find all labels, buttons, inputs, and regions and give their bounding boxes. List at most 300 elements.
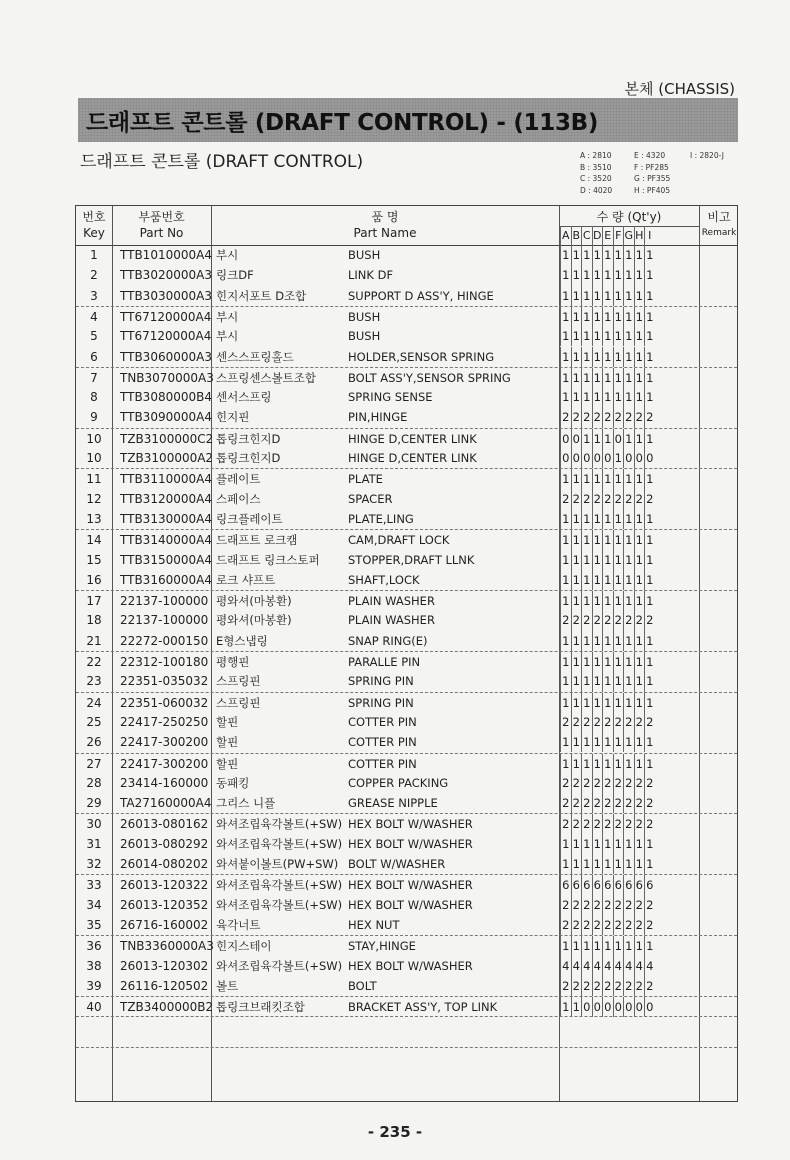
qty-cell: 1 [644,550,655,570]
key-cell: 32 [86,857,102,871]
qty-col-header: E [602,226,613,245]
english-name-cell: BUSH [348,329,381,344]
qty-col-header: D [592,226,603,245]
qty-cell: 1 [623,652,634,672]
english-name-cell: HEX BOLT W/WASHER [348,817,473,832]
table-row [76,753,737,774]
qty-cell: 2 [581,793,592,813]
qty-cell: 1 [560,509,571,529]
qty-cell: 1 [560,997,571,1017]
qty-cell: 0 [623,448,634,468]
part-number-cell: 26013-120322 [120,878,209,893]
qty-cell: 2 [602,793,613,813]
qty-cell: 1 [644,326,655,346]
qty-cell: 1 [592,307,603,327]
qty-cell: 1 [581,509,592,529]
qty-cell: 1 [592,631,603,651]
qty-cells [560,793,655,813]
part-number-cell: TT67120000A4 [120,329,212,344]
qty-cell: 2 [560,489,571,509]
qty-cell: 2 [571,773,582,793]
parts-table [75,205,738,1102]
qty-cell: 2 [592,976,603,996]
qty-cell: 1 [623,671,634,691]
qty-cell: 1 [602,469,613,489]
qty-cell: 0 [560,448,571,468]
qty-cell: 1 [623,631,634,651]
qty-cell: 4 [623,956,634,976]
english-name-cell: PIN,HINGE [348,410,408,425]
legend-col-1 [580,150,640,196]
qty-cells [560,754,655,774]
qty-cell: 1 [602,754,613,774]
qty-cell: 4 [602,956,613,976]
qty-cell: 1 [581,631,592,651]
part-number-cell: TTB3060000A3 [120,349,212,364]
table-row [76,773,737,793]
qty-cells [560,895,655,915]
korean-name-cell: 센서스프링 [216,390,272,405]
qty-cell: 1 [623,429,634,449]
qty-cell: 2 [581,895,592,915]
qty-cell: 1 [644,368,655,388]
qty-cell: 0 [644,997,655,1017]
qty-cell: 2 [613,814,624,834]
qty-cell: 4 [592,956,603,976]
qty-cells [560,570,655,590]
qty-cell: 1 [634,754,645,774]
key-cell: 26 [86,735,102,750]
qty-cell: 1 [560,631,571,651]
qty-cells [560,773,655,793]
english-name-cell: BRACKET ASS'Y, TOP LINK [348,1000,498,1015]
qty-cell: 1 [634,368,645,388]
qty-cell: 2 [623,712,634,732]
qty-cell: 1 [613,591,624,611]
qty-cell: 1 [581,671,592,691]
qty-cell: 1 [571,245,582,265]
qty-cell: 1 [560,387,571,407]
qty-cell: 1 [592,387,603,407]
key-cell: 36 [86,939,102,954]
qty-cells [560,610,655,630]
qty-cell: 1 [602,550,613,570]
qty-cell: 0 [560,429,571,449]
qty-cell: 1 [613,368,624,388]
qty-cell: 2 [634,976,645,996]
legend-entry: B : 3510 [580,162,612,172]
qty-cell: 1 [571,693,582,713]
qty-cell: 1 [644,469,655,489]
qty-cell: 4 [571,956,582,976]
korean-name-cell: 육각너트 [216,917,261,932]
korean-name-cell: 와셔조립육각볼트(+SW) [216,958,343,973]
qty-cell: 1 [623,570,634,590]
qty-cell: 1 [592,834,603,854]
part-number-cell: 22417-300200 [120,735,209,750]
english-name-cell: SPRING PIN [348,695,414,710]
qty-cell: 1 [613,509,624,529]
qty-cells [560,652,655,672]
header-key-en: Key [83,226,105,240]
qty-cell: 1 [560,245,571,265]
part-number-cell: 22351-035032 [120,674,209,689]
korean-name-cell: 그리스 니플 [216,796,276,811]
qty-cells [560,286,655,306]
header-qty: 수 량 (Qt'y) [596,210,662,224]
qty-cell: 1 [571,754,582,774]
qty-cell: 1 [613,631,624,651]
qty-col-header: A [560,226,571,245]
english-name-cell: SPRING PIN [348,674,414,689]
qty-cell: 1 [623,732,634,752]
korean-name-cell: 동패킹 [216,775,250,790]
english-name-cell: PLATE,LING [348,511,414,526]
qty-cell: 2 [560,895,571,915]
qty-cell: 0 [571,448,582,468]
qty-cell: 2 [644,407,655,427]
table-row [76,854,737,874]
qty-cell: 1 [602,631,613,651]
qty-cell: 1 [613,286,624,306]
english-name-cell: SPRING SENSE [348,390,433,405]
key-cell: 31 [86,836,102,851]
part-number-cell: TZB3100000C2 [120,431,214,446]
qty-cell: 2 [634,712,645,732]
qty-cell: 1 [644,265,655,285]
qty-cell: 2 [644,610,655,630]
qty-cell: 1 [602,265,613,285]
key-cell: 30 [86,817,102,832]
part-number-cell: 26013-080292 [120,836,209,851]
qty-cell: 1 [644,693,655,713]
qty-cell: 2 [644,915,655,935]
qty-cell: 1 [571,652,582,672]
qty-cell: 1 [644,245,655,265]
qty-cell: 1 [581,265,592,285]
english-name-cell: HINGE D,CENTER LINK [348,451,477,465]
key-cell: 6 [90,349,98,364]
qty-cell: 1 [623,834,634,854]
key-cell: 28 [86,775,102,790]
qty-cell: 1 [613,448,624,468]
table-row [76,692,737,713]
qty-cells [560,469,655,489]
korean-name-cell: 볼트 [216,978,239,993]
qty-cell: 2 [560,773,571,793]
qty-cell: 1 [613,387,624,407]
qty-cell: 0 [592,997,603,1017]
part-number-cell: 22417-300200 [120,756,209,771]
qty-cell: 1 [602,387,613,407]
part-number-cell: TTB3020000A3 [120,268,212,283]
qty-cell: 2 [602,610,613,630]
qty-cell: 1 [560,671,571,691]
part-number-cell: TA27160000A4 [120,796,212,811]
part-number-cell: TT67120000A4 [120,309,212,324]
qty-cell: 0 [644,448,655,468]
part-number-cell: TZB3100000A2 [120,451,214,465]
qty-cell: 1 [644,530,655,550]
table-row [76,956,737,976]
korean-name-cell: 할핀 [216,735,239,750]
qty-cell: 1 [623,347,634,367]
qty-cell: 1 [560,693,571,713]
table-row [76,996,737,1017]
qty-cell: 2 [634,407,645,427]
korean-name-cell: 와셔조립육각볼트(+SW) [216,836,343,851]
korean-name-cell: 링크플레이트 [216,511,283,526]
qty-cell: 1 [560,834,571,854]
qty-cell: 1 [634,693,645,713]
qty-cell: 1 [623,550,634,570]
qty-cell: 1 [602,834,613,854]
english-name-cell: COTTER PIN [348,714,417,729]
key-cell: 35 [86,917,102,932]
korean-name-cell: 와셔조립육각볼트(+SW) [216,878,343,893]
qty-cells [560,387,655,407]
qty-cell: 1 [644,286,655,306]
english-name-cell: HEX BOLT W/WASHER [348,878,473,893]
korean-name-cell: 드래프트 링크스토퍼 [216,552,320,567]
qty-cell: 1 [571,936,582,956]
qty-cell: 1 [644,652,655,672]
table-row [76,671,737,691]
qty-cell: 2 [592,915,603,935]
part-number-cell: 22137-100000 [120,594,209,609]
qty-cell: 1 [571,570,582,590]
qty-cell: 1 [560,570,571,590]
header-key-ko: 번호 [82,210,106,224]
table-row [76,245,737,265]
qty-cells [560,732,655,752]
legend-entry: I : 2820-J [690,151,724,160]
legend-entry: G : PF355 [634,174,671,183]
qty-cell: 1 [634,936,645,956]
qty-cell: 1 [623,693,634,713]
qty-cells [560,448,655,468]
qty-cell: 2 [613,773,624,793]
part-number-cell: 26013-080162 [120,817,209,832]
qty-cell: 1 [623,854,634,874]
qty-cell: 2 [581,773,592,793]
qty-cell: 2 [623,895,634,915]
part-number-cell: 22137-100000 [120,613,209,628]
qty-cell: 1 [581,387,592,407]
table-row [76,631,737,651]
qty-cell: 0 [602,448,613,468]
english-name-cell: CAM,DRAFT LOCK [348,533,450,548]
qty-cell: 1 [634,834,645,854]
qty-cell: 2 [623,610,634,630]
english-name-cell: SUPPORT D ASS'Y, HINGE [348,288,494,303]
key-cell: 25 [86,714,102,729]
qty-cell: 2 [644,489,655,509]
qty-cell: 1 [571,997,582,1017]
qty-cell: 1 [571,591,582,611]
qty-cell: 1 [623,368,634,388]
table-row [76,448,737,468]
header-pno-ko: 부품번호 [138,210,185,224]
key-cell: 22 [86,655,102,669]
qty-cells [560,915,655,935]
qty-column-headers [560,226,655,245]
qty-cell: 1 [560,368,571,388]
qty-cell: 0 [613,429,624,449]
qty-cell: 2 [571,407,582,427]
key-cell: 15 [86,552,102,567]
qty-cells [560,854,655,874]
table-row [76,367,737,388]
english-name-cell: COTTER PIN [348,735,417,750]
qty-cell: 1 [634,469,645,489]
qty-cell: 0 [592,448,603,468]
legend-entry: C : 3520 [580,174,612,183]
part-number-cell: TTB3030000A3 [120,288,212,303]
english-name-cell: HEX BOLT W/WASHER [348,897,473,912]
key-cell: 21 [86,633,102,648]
qty-cells [560,407,655,427]
qty-cells [560,489,655,509]
qty-cell: 1 [634,286,645,306]
qty-cell: 2 [592,407,603,427]
qty-cell: 2 [560,610,571,630]
title-banner [78,98,738,142]
qty-cell: 1 [592,286,603,306]
qty-cell: 1 [644,570,655,590]
qty-cell: 2 [644,895,655,915]
part-number-cell: TTB3150000A4 [120,552,212,567]
key-cell: 14 [86,533,102,548]
table-row [76,529,737,550]
qty-cell: 1 [581,429,592,449]
qty-cell: 2 [623,976,634,996]
qty-cell: 2 [613,712,624,732]
qty-cell: 1 [560,265,571,285]
qty-cell: 1 [571,307,582,327]
qty-cell: 1 [602,591,613,611]
qty-cell: 1 [581,591,592,611]
table-row [76,387,737,407]
qty-cell: 2 [634,814,645,834]
qty-cell: 1 [560,591,571,611]
header-remark-ko: 비고 [707,210,731,224]
qty-cell: 1 [581,570,592,590]
qty-cell: 2 [623,773,634,793]
qty-cell: 1 [592,570,603,590]
english-name-cell: HEX BOLT W/WASHER [348,836,473,851]
qty-cell: 1 [592,530,603,550]
qty-cell: 1 [623,265,634,285]
key-cell: 8 [90,390,98,405]
qty-cell: 2 [623,407,634,427]
qty-cell: 1 [571,732,582,752]
key-cell: 40 [86,1000,102,1015]
qty-cell: 1 [623,469,634,489]
english-name-cell: HOLDER,SENSOR SPRING [348,349,495,364]
key-cell: 27 [86,756,102,771]
korean-name-cell: 와셔조립육각볼트(+SW) [216,817,343,832]
qty-cell: 1 [592,265,603,285]
table-row [76,834,737,854]
qty-cell: 2 [560,793,571,813]
qty-cell: 6 [623,875,634,895]
qty-cell: 2 [581,814,592,834]
qty-cell: 2 [581,407,592,427]
table-row [76,874,737,895]
key-cell: 10 [86,451,102,465]
qty-cell: 1 [560,550,571,570]
korean-name-cell: 드래프트 로크캠 [216,533,298,548]
qty-cell: 1 [634,631,645,651]
qty-cell: 1 [592,245,603,265]
qty-cell: 1 [602,652,613,672]
qty-cell: 1 [602,693,613,713]
qty-cell: 1 [602,326,613,346]
korean-name-cell: 스프링핀 [216,695,261,710]
qty-cells [560,814,655,834]
qty-cells [560,631,655,651]
qty-cell: 1 [644,754,655,774]
qty-cell: 1 [623,591,634,611]
qty-cell: 1 [634,732,645,752]
qty-col-header: I [644,226,655,245]
table-row [76,347,737,367]
qty-cell: 1 [602,368,613,388]
qty-cell: 1 [613,754,624,774]
qty-cell: 1 [592,368,603,388]
korean-name-cell: 스프링핀 [216,674,261,689]
qty-cell: 1 [571,347,582,367]
qty-cells [560,509,655,529]
qty-cell: 4 [560,956,571,976]
english-name-cell: PARALLE PIN [348,655,421,669]
qty-cells [560,997,655,1017]
qty-cell: 1 [634,429,645,449]
korean-name-cell: 스프링센스볼트조합 [216,370,316,385]
part-number-cell: 26013-120352 [120,897,209,912]
qty-cell: 1 [581,368,592,388]
english-name-cell: HEX BOLT W/WASHER [348,958,473,973]
qty-cell: 2 [613,489,624,509]
key-cell: 3 [90,288,98,303]
english-name-cell: BOLT W/WASHER [348,857,446,871]
korean-name-cell: 톱링크힌지D [216,431,281,446]
qty-cell: 2 [644,712,655,732]
qty-cell: 1 [634,570,645,590]
qty-cell: 1 [634,550,645,570]
key-cell: 4 [90,309,98,324]
qty-cell: 2 [560,976,571,996]
korean-name-cell: 로크 샤프트 [216,572,276,587]
qty-cell: 1 [613,854,624,874]
korean-name-cell: 톱링크힌지D [216,451,281,465]
qty-cell: 6 [560,875,571,895]
table-row [76,407,737,427]
legend-entry: E : 4320 [634,151,666,160]
qty-cell: 0 [613,997,624,1017]
qty-cell: 0 [581,448,592,468]
qty-cell: 1 [592,936,603,956]
qty-cell: 1 [571,469,582,489]
qty-cell: 0 [581,997,592,1017]
key-cell: 34 [86,897,102,912]
qty-cell: 1 [592,326,603,346]
header-name-en: Part Name [353,226,417,240]
page-title: 드래프트 콘트롤 (DRAFT CONTROL) - (113B) [86,109,599,136]
part-number-cell: TZB3400000B2 [120,1000,214,1015]
qty-cells [560,530,655,550]
